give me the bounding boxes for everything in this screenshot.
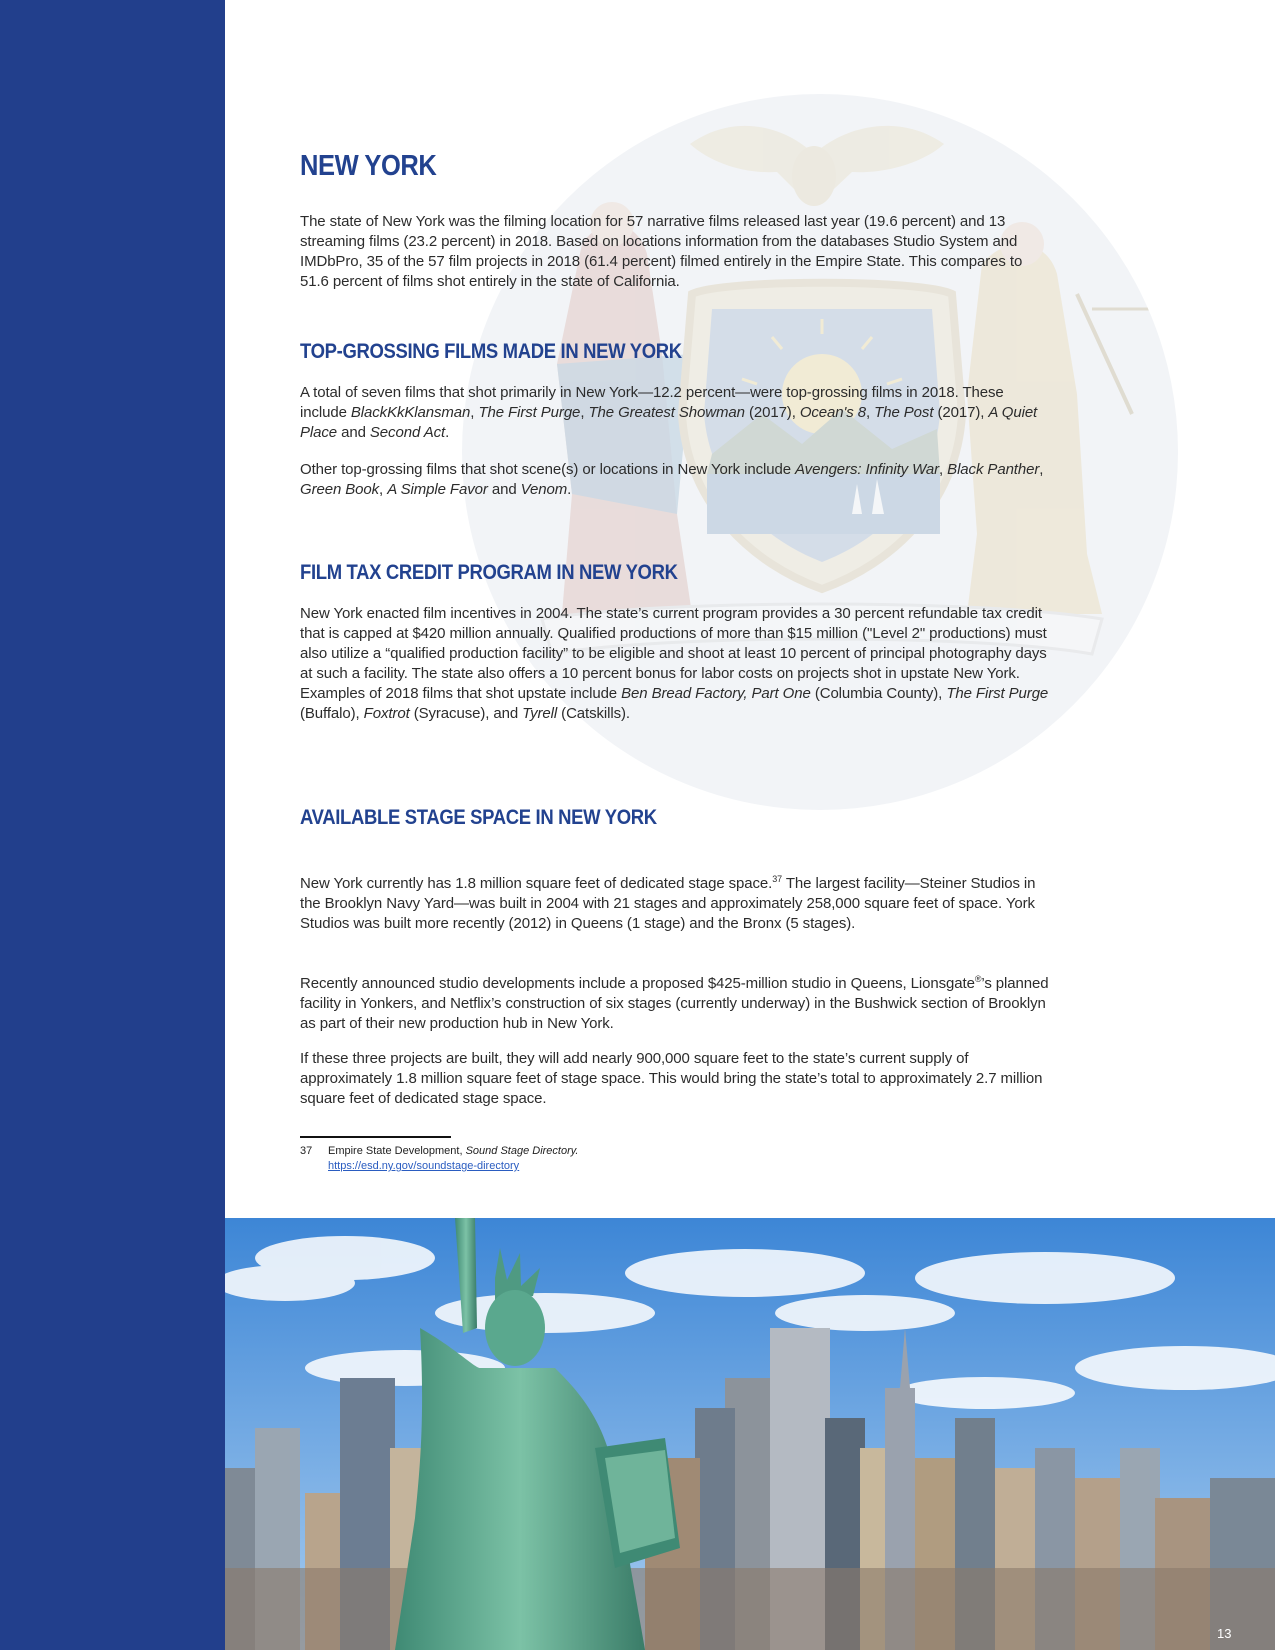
footnote-divider (300, 1136, 451, 1138)
stage-space-paragraph-2: Recently announced studio developments include a proposed $425-million studio in Queens, Lionsgate®’s planned facility in Yonkers, and Netflix’s construction of six stages (currently underway) in the Bushwick section of Brooklyn as part of their new production hub in New York. (300, 974, 1049, 1032)
footnote-text: Empire State Development, Sound Stage Directory. https://esd.ny.gov/soundstage-directory (328, 1145, 579, 1172)
heading-tax-credit: FILM TAX CREDIT PROGRAM IN NEW YORK (300, 560, 678, 584)
page-number: 13 (1217, 1626, 1232, 1641)
stage-space-paragraph-3: If these three projects are built, they will add nearly 900,000 square feet to the state’s current supply of approximately 1.8 million square feet of stage space. This would bring the state’s total to approximately 2.7 million square feet of dedicated stage space. (300, 1050, 1043, 1107)
footnote-link[interactable]: https://esd.ny.gov/soundstage-directory (328, 1160, 520, 1172)
footnote-ref-37: 37 (772, 874, 783, 884)
footnote-number: 37 (300, 1145, 313, 1157)
top-grossing-paragraph-2: Other top-grossing films that shot scene(s) or locations in New York include Avengers: Infinity War, Black Panther, Green Book, A Simple Favor and Venom. (300, 461, 1044, 498)
top-grossing-paragraph-1: A total of seven films that shot primarily in New York—12.2 percent—were top-grossing films in 2018. These include BlackKkKlansman, The First Purge, The Greatest Showman (2017), Ocean's 8, The Post (2017), A Quiet Place and Second Act. (300, 384, 1038, 441)
intro-paragraph: The state of New York was the filming location for 57 narrative films released last year (19.6 percent) and 13 streaming films (23.2 percent) in 2018. Based on locations information from the databases Studio System and IMDbPro, 35 of the 57 film projects in 2018 (61.4 percent) filmed entirely in the Empire State. This compares to 51.6 percent of films shot entirely in the state of California. (300, 213, 1023, 290)
stage-space-paragraph-1: New York currently has 1.8 million square feet of dedicated stage space.$^{37}$ The largest facility—Steiner Studios in the Brooklyn Navy Yard—was built in 2004 with 21 stages and approximately 258,000 square feet of space. York Studios was built more recently (2012) in Queens (1 stage) and the Bronx (5 stages). (300, 874, 1036, 932)
tax-credit-paragraph: New York enacted film incentives in 2004. The state’s current program provides a 30 percent refundable tax credit that is capped at $420 million annually. Qualified productions of more than $15 million ("Level 2" productions) must also utilize a “qualified production facility” to be eligible and shoot at least 10 percent of principal photography days at such a facility. The state also offers a 10 percent bonus for labor costs on projects shot in upstate New York. Examples of 2018 films that shot upstate include Ben Bread Factory, Part One (Columbia County), The First Purge (Buffalo), Foxtrot (Syracuse), and Tyrell (Catskills). (300, 605, 1049, 722)
heading-stage-space: AVAILABLE STAGE SPACE IN NEW YORK (300, 805, 657, 829)
page-title: NEW YORK (300, 150, 437, 182)
statue-of-liberty-skyline-photo (225, 1218, 1275, 1650)
heading-top-grossing: TOP-GROSSING FILMS MADE IN NEW YORK (300, 339, 682, 363)
left-sidebar-band (0, 0, 225, 1650)
